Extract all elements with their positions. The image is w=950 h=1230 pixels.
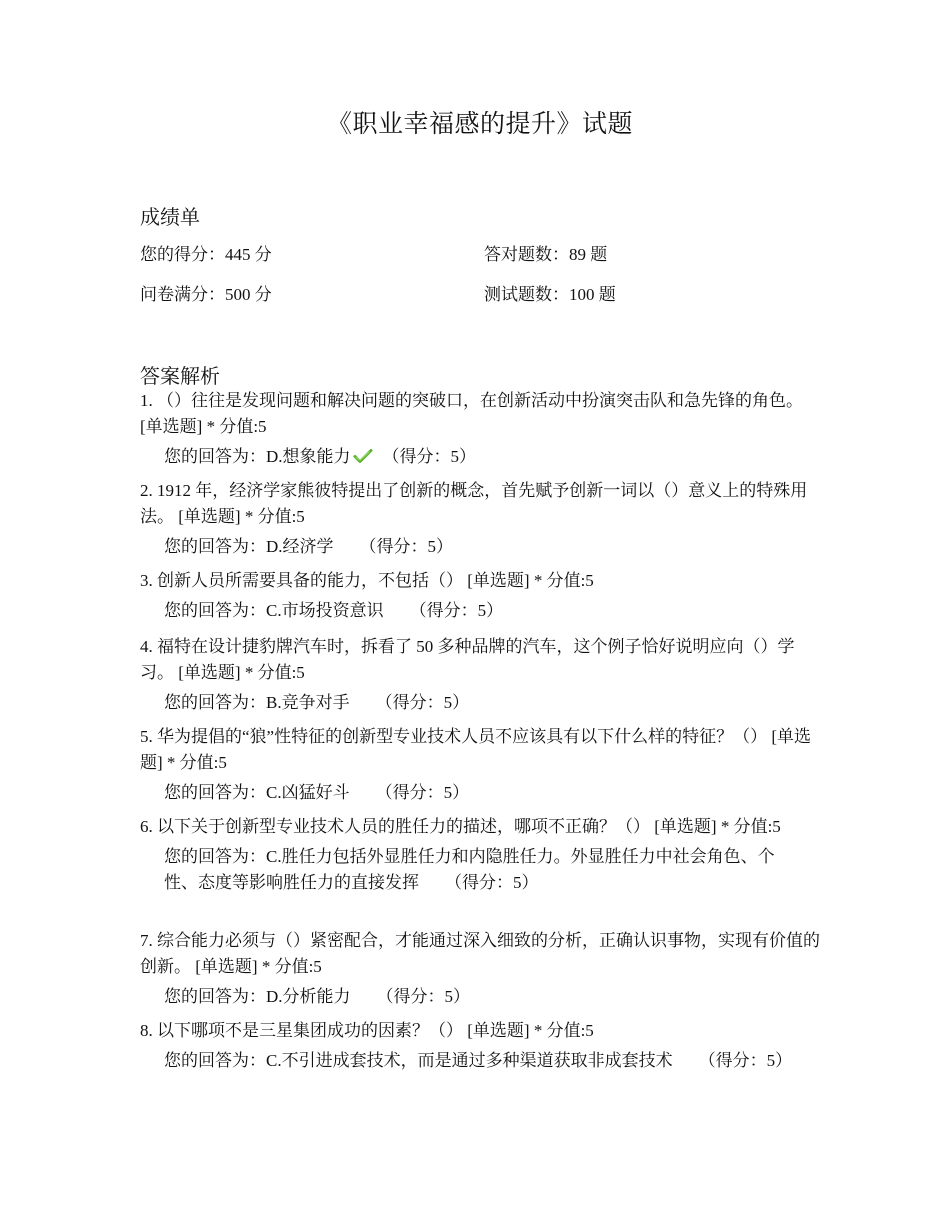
your-score: 您的得分：445 分: [140, 245, 272, 264]
score-text: （得分：5）: [382, 447, 477, 466]
answer-line: [140, 984, 820, 1010]
score-text: （得分：5）: [375, 783, 470, 802]
question-text: 4. 福特在设计捷豹牌汽车时，拆看了 50 多种品牌的汽车，这个例子恰好说明应向（）学习。 [单选题] * 分值:5: [140, 637, 795, 682]
question-item: [140, 928, 820, 1010]
question-text: 7. 综合能力必须与（）紧密配合，才能通过深入细致的分析，正确认识事物，实现有价值的创新。 [单选题] * 分值:5: [140, 931, 820, 976]
page-title: 《职业幸福感的提升》试题: [326, 111, 633, 138]
answer-line: [140, 780, 820, 806]
answer-text: 您的回答为：C.凶猛好斗: [164, 783, 350, 802]
answer-text: 您的回答为：C.胜任力包括外显胜任力和内隐胜任力。外显胜任力中社会角色、个性、态度等影响胜任力的直接发挥: [164, 847, 775, 892]
question-item: [140, 634, 820, 716]
question-text: 1. （）往往是发现问题和解决问题的突破口，在创新活动中扮演突击队和急先锋的角色。 [单选题] * 分值:5: [140, 391, 803, 436]
correct-count: 答对题数：89 题: [484, 245, 608, 264]
check-icon: [353, 446, 373, 472]
question-item: [140, 568, 820, 624]
question-text: 2. 1912 年，经济学家熊彼特提出了创新的概念，首先赋予创新一词以（）意义上的特殊用法。 [单选题] * 分值:5: [140, 481, 808, 526]
score-text: （得分：5）: [359, 537, 454, 556]
answer-text: 您的回答为：D.想象能力: [164, 447, 351, 466]
score-text: （得分：5）: [445, 873, 539, 892]
answer-line: [140, 690, 820, 716]
score-text: （得分：5）: [376, 987, 471, 1006]
question-item: [140, 724, 820, 806]
score-text: （得分：5）: [698, 1051, 793, 1070]
score-sheet-heading: 成绩单: [140, 207, 200, 229]
answer-line: [140, 1048, 794, 1074]
question-text: 8. 以下哪项不是三星集团成功的因素？（） [单选题] * 分值:5: [140, 1021, 594, 1040]
analysis-heading: 答案解析: [140, 366, 220, 388]
answer-line: [140, 444, 820, 472]
question-item: [140, 1018, 820, 1074]
answer-text: 您的回答为：D.经济学: [164, 537, 334, 556]
answer-line: [140, 844, 784, 896]
question-text: 6. 以下关于创新型专业技术人员的胜任力的描述，哪项不正确？（） [单选题] * 分值:5: [140, 817, 781, 836]
score-text: （得分：5）: [375, 693, 470, 712]
question-text: 3. 创新人员所需要具备的能力，不包括（） [单选题] * 分值:5: [140, 571, 594, 590]
question-item: [140, 388, 820, 472]
answer-text: 您的回答为：B.竞争对手: [164, 693, 350, 712]
answer-line: [140, 534, 820, 560]
answer-text: 您的回答为：C.市场投资意识: [164, 601, 384, 620]
answer-text: 您的回答为：C.不引进成套技术，而是通过多种渠道获取非成套技术: [164, 1051, 673, 1070]
score-text: （得分：5）: [409, 601, 504, 620]
answer-text: 您的回答为：D.分析能力: [164, 987, 351, 1006]
question-item: [140, 478, 820, 560]
question-item: [140, 814, 820, 896]
total-questions: 测试题数：100 题: [484, 285, 616, 304]
answer-line: [140, 598, 820, 624]
question-text: 5. 华为提倡的“狼”性特征的创新型专业技术人员不应该具有以下什么样的特征？（） [单选题] * 分值:5: [140, 727, 812, 772]
full-score: 问卷满分：500 分: [140, 285, 272, 304]
